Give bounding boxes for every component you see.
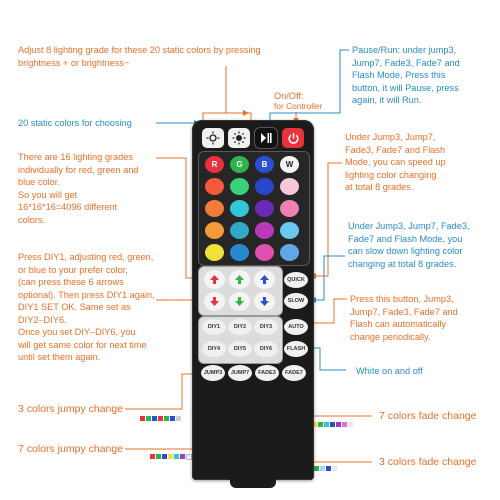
remote-control [192,120,314,480]
increase-blue-button[interactable] [254,270,275,289]
fade3-button[interactable]: FADE3 [255,365,279,381]
arrow-up-icon [259,274,270,285]
color-button-r[interactable]: R [205,156,224,173]
callout-fade3: 3 colors fade change [379,456,477,468]
diy4-button[interactable]: DIY4 [202,341,226,357]
arrow-down-icon [234,296,245,307]
brightness-up-button[interactable] [228,128,250,148]
static-color-button[interactable] [255,244,274,261]
callout-jump7: 7 colors jumpy change [18,443,124,455]
color-button-b[interactable]: B [255,156,274,173]
power-icon [287,132,300,145]
diy5-button[interactable]: DIY5 [228,341,252,357]
callout-speed-up: Under Jump3, Jump7, Fade3, Fade7 and Flash Mode, you can speed up lighting color changing at total 8 grades. [345,132,446,192]
callout-slow-down: Under Jump3, Jump7, Fade3, Fade7 and Flash Mode, you can slow down lighting color changing at total 8 grades. [348,221,470,269]
static-color-button[interactable] [255,200,274,217]
increase-red-button[interactable] [204,270,225,289]
color-button-w[interactable]: W [280,156,299,173]
diy2-button[interactable]: DIY2 [228,319,252,335]
quick-button[interactable]: QUICK [284,272,308,288]
callout-onoff-title: On/Off: [274,91,304,101]
pause-run-button[interactable] [255,128,277,148]
static-color-button[interactable] [280,178,299,195]
static-color-button[interactable] [230,244,249,261]
decrease-red-button[interactable] [204,292,225,311]
callout-static-colors: 20 static colors for choosing [18,118,132,128]
decrease-green-button[interactable] [229,292,250,311]
callout-fade7: 7 colors fade change [379,410,477,422]
callout-diy: Press DIY1, adjusting red, green, or blue to your prefer color, (can press these 6 arrows optional). Then press DIY1 again, DIY1 SET OK. Same set as DIY2–DIY6. Once you set DIY–DIY6, you will get same color for next time until set them again. [18,252,155,362]
arrow-down-icon [259,296,270,307]
static-color-button[interactable] [280,222,299,239]
jump3-button[interactable]: JUMP3 [201,365,225,381]
static-color-button[interactable] [280,200,299,217]
callout-pause-run: Pause/Run: under jump3, Jump7, Fade3, Fade7 and Flash Mode, Press this button, it will Pause, press again, it will Run. [352,45,460,105]
static-color-button[interactable] [255,178,274,195]
static-color-button[interactable] [205,222,224,239]
brightness-down-icon [206,131,220,145]
arrow-down-icon [209,296,220,307]
callout-lighting-grades: There are 16 lighting grades individually for red, green and blue color. So you will get 16*16*16=4096 different colors. [18,152,139,225]
callout-white: White on and off [356,366,423,376]
static-color-button[interactable] [230,178,249,195]
jump3-color-strip [140,416,181,421]
brightness-down-button[interactable] [202,128,224,148]
static-color-button[interactable] [205,244,224,261]
callout-onoff-sub: for Controller [274,101,323,111]
auto-button[interactable]: AUTO [284,319,308,335]
color-button-g[interactable]: G [230,156,249,173]
remote-tail [230,478,276,488]
play-pause-icon [260,132,272,144]
flash-button[interactable]: FLASH [284,341,308,357]
callout-adjust-static: Adjust 8 lighting grade for these 20 static colors by pressing brightness + or brightness− [18,45,261,68]
static-color-button[interactable] [205,200,224,217]
jump7-button[interactable]: JUMP7 [228,365,252,381]
static-color-button[interactable] [230,222,249,239]
slow-button[interactable]: SLOW [284,293,308,309]
arrow-up-icon [209,274,220,285]
fade7-button[interactable]: FADE7 [282,365,306,381]
brightness-up-icon [232,131,246,145]
callout-auto: Press this button, Jump3, Jump7, Fade3, Fade7 and Flash can automatically change periodically. [350,294,458,342]
decrease-blue-button[interactable] [254,292,275,311]
static-color-button[interactable] [280,244,299,261]
callout-jump3: 3 colors jumpy change [18,403,124,415]
static-color-button[interactable] [230,200,249,217]
static-color-button[interactable] [255,222,274,239]
diy6-button[interactable]: DIY6 [254,341,278,357]
diy1-button[interactable]: DIY1 [202,319,226,335]
power-button[interactable] [282,128,304,148]
increase-green-button[interactable] [229,270,250,289]
diy3-button[interactable]: DIY3 [254,319,278,335]
static-color-button[interactable] [205,178,224,195]
arrow-up-icon [234,274,245,285]
